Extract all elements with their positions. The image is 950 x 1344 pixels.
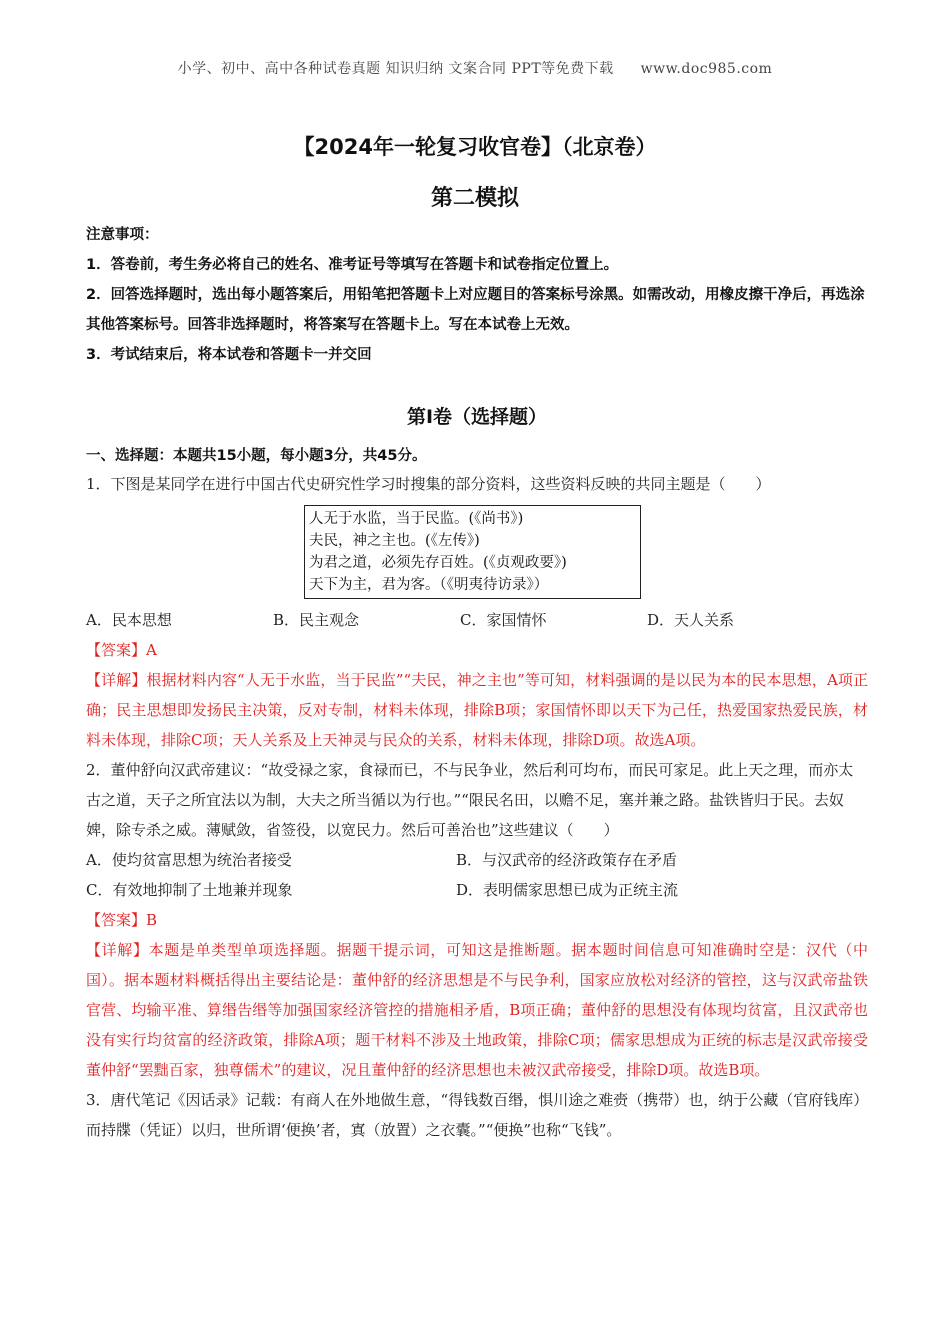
notice-block bbox=[86, 220, 868, 370]
material-line: 为君之道，必须先存百姓。(《贞观政要》) bbox=[309, 555, 567, 571]
material-line: 夫民，神之主也。(《左传》) bbox=[309, 533, 480, 549]
question-2-stem: 2．董仲舒向汉武帝建议：“故受禄之家，食禄而已，不与民争业，然后利可均布，而民可家足。此上天之理，而亦太古之道，天子之所宜法以为制，大夫之所当循以为行也。”“限民名田，以赡不足，塞并兼之路。盐铁皆归于民。去奴婢，除专杀之威。薄赋敛，省签役，以宽民力。然后可善治也”这些建议（ ） bbox=[86, 761, 854, 839]
exam-subtitle: 第二模拟 bbox=[430, 186, 519, 211]
question-2-explanation: 【详解】本题是单类型单项选择题。据题干提示词，可知这是推断题。据本题时间信息可知准确时空是：汉代（中国）。据本题材料概括得出主要结论是：董仲舒的经济思想是不与民争利，国家应放松对经济的管控，这与汉武帝盐铁官营、均输平准、算缗告缗等加强国家经济管控的措施相矛盾，B项正确；董仲舒的思想没有体现均贫富，且汉武帝也没有实行均贫富的经济政策，排除A项；题干材料不涉及土地政策，排除C项；儒家思想成为正统的标志是汉武帝接受董仲舒“罢黜百家，独尊儒术”的建议，况且董仲舒的经济思想也未被汉武帝接受，排除D项。故选B项。 bbox=[86, 941, 868, 1079]
option-d: D．表明儒家思想已成为正统主流 bbox=[456, 881, 679, 899]
option-d: D．天人关系 bbox=[647, 611, 735, 629]
notice-heading: 注意事项： bbox=[86, 227, 159, 243]
option-b: B．与汉武帝的经济政策存在矛盾 bbox=[456, 851, 678, 869]
question-3-stem: 3．唐代笔记《因话录》记载：有商人在外地做生意，“得钱数百缗，惧川途之难赍（携带）也，纳于公藏（官府钱库）而持牒（凭证）以归，世所谓‘便换’者，寘（放置）之衣囊。”“便换”也称“飞钱”。 bbox=[86, 1091, 861, 1139]
option-a: A．使均贫富思想为统治者接受 bbox=[86, 851, 292, 869]
section-title: 第I卷（选择题） bbox=[406, 406, 548, 428]
option-b: B．民主观念 bbox=[273, 611, 360, 629]
page-header bbox=[0, 58, 950, 78]
option-a: A．民本思想 bbox=[86, 611, 172, 629]
question-2-answer: 【答案】B bbox=[86, 911, 158, 929]
question-1-answer: 【答案】A bbox=[86, 641, 157, 659]
option-c: C．家国情怀 bbox=[460, 611, 547, 629]
notice-item: 1．答卷前，考生务必将自己的姓名、准考证号等填写在答题卡和试卷指定位置上。 bbox=[86, 257, 619, 273]
exam-content bbox=[86, 220, 868, 1145]
header-text: 小学、初中、高中各种试卷真题 知识归纳 文案合同 PPT等免费下载 bbox=[177, 61, 614, 77]
material-line: 天下为主，君为客。（《明夷待访录》） bbox=[309, 577, 549, 593]
question-1-explanation: 【详解】根据材料内容“人无于水监，当于民监”“夫民，神之主也”等可知，材料强调的是以民为本的民本思想，A项正确；民主思想即发扬民主决策，反对专制，材料未体现，排除B项；家国情怀即以天下为己任，热爱国家热爱民族，材料未体现，排除C项；天人关系及上天神灵与民众的关系，材料未体现，排除D项。故选A项。 bbox=[86, 671, 868, 749]
question-1-materials-box bbox=[304, 505, 641, 599]
part-title: 一、选择题：本题共15小题，每小题3分，共45分。 bbox=[86, 448, 427, 464]
notice-item: 2．回答选择题时，选出每小题答案后，用铅笔把答题卡上对应题目的答案标号涂黑。如需改动，用橡皮擦干净后，再选涂其他答案标号。回答非选择题时，将答案写在答题卡上。写在本试卷上无效。 bbox=[86, 287, 865, 333]
question-2-options-row-2 bbox=[86, 875, 868, 905]
material-line: 人无于水监，当于民监。(《尚书》) bbox=[309, 511, 524, 527]
question-1-options bbox=[86, 605, 868, 635]
option-c: C．有效地抑制了土地兼并现象 bbox=[86, 881, 293, 899]
question-1-stem: 1．下图是某同学在进行中国古代史研究性学习时搜集的部分资料，这些资料反映的共同主题是（ ） bbox=[86, 475, 771, 493]
exam-title: 【2024年一轮复习收官卷】（北京卷） bbox=[293, 135, 657, 159]
notice-item: 3．考试结束后，将本试卷和答题卡一并交回 bbox=[86, 347, 372, 363]
header-url[interactable]: www.doc985.com bbox=[640, 61, 773, 77]
question-2-options-row-1 bbox=[86, 845, 868, 875]
